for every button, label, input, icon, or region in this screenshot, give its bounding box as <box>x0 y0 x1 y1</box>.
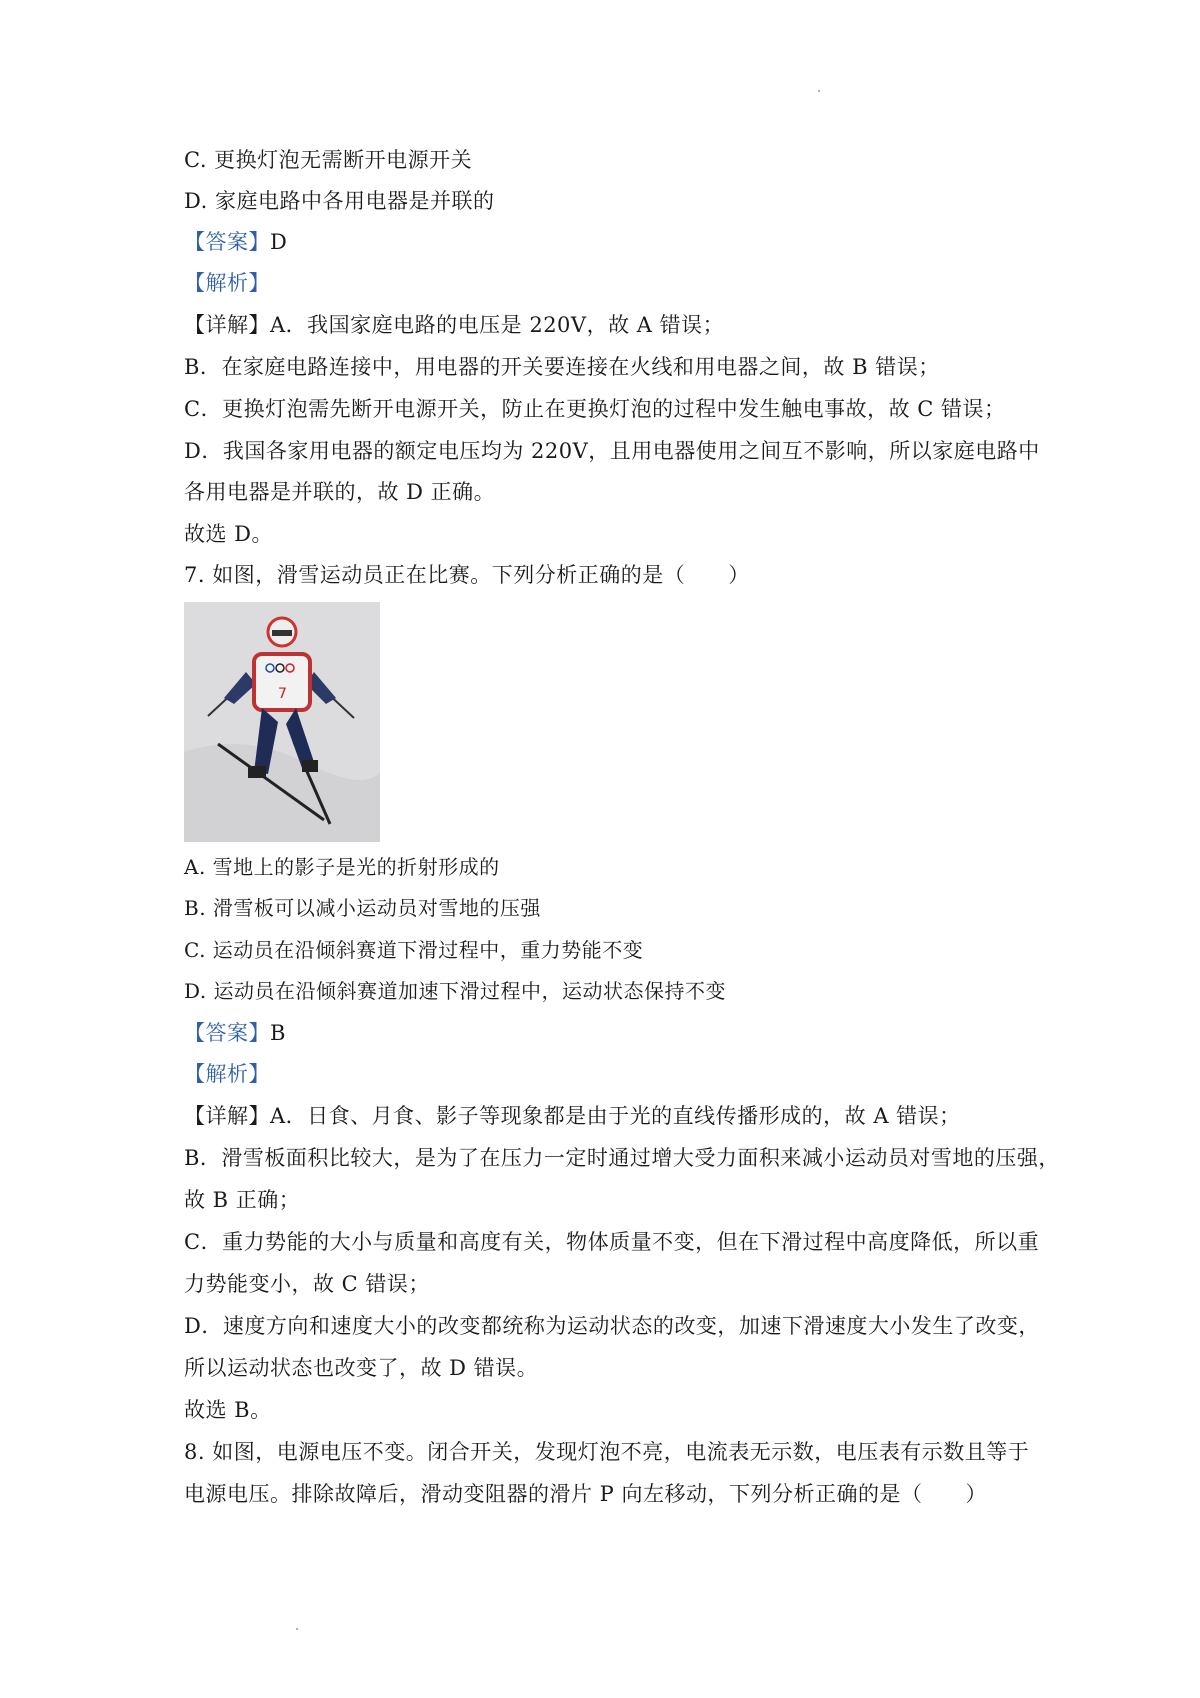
skier-illustration <box>184 602 380 842</box>
text-line <box>184 353 940 381</box>
line-text: D．我国各家用电器的额定电压均为 220V，且用电器使用之间互不影响，所以家庭电路中 <box>184 439 1040 463</box>
text-line <box>184 1438 1029 1466</box>
line-text: 7. 如图，滑雪运动员正在比赛。下列分析正确的是（ ） <box>184 563 750 587</box>
text-line <box>184 187 494 215</box>
text-line <box>184 977 726 1005</box>
section-heading <box>184 1019 286 1047</box>
bib-number: 7 <box>278 686 287 702</box>
line-text: D. 家庭电路中各用电器是并联的 <box>184 189 495 213</box>
text-line <box>184 395 1005 423</box>
text-line <box>184 894 541 922</box>
line-text: B <box>270 1021 286 1045</box>
line-text: B. 滑雪板可以减小运动员对雪地的压强 <box>184 896 541 920</box>
text-line <box>184 936 643 964</box>
line-text: 电源电压。排除故障后，滑动变阻器的滑片 P 向左移动，下列分析正确的是（ ） <box>184 1482 987 1506</box>
line-text: 各用电器是并联的，故 D 正确。 <box>184 480 496 504</box>
line-text: D <box>270 230 288 254</box>
text-line <box>184 1480 987 1508</box>
line-text: B．在家庭电路连接中，用电器的开关要连接在火线和用电器之间，故 B 错误； <box>184 355 940 379</box>
line-text: 故选 B。 <box>184 1398 272 1422</box>
text-line <box>184 1270 430 1298</box>
line-text: A. 雪地上的影子是光的折射形成的 <box>184 855 500 879</box>
line-text: 8. 如图，电源电压不变。闭合开关，发现灯泡不亮，电流表无示数，电压表有示数且等于 <box>184 1440 1030 1464</box>
line-text: D. 运动员在沿倾斜赛道加速下滑过程中，运动状态保持不变 <box>184 979 727 1003</box>
text-line <box>184 1228 1039 1256</box>
text-line <box>184 853 500 881</box>
scan-dot <box>296 1628 298 1630</box>
line-text: 【详解】A．日食、月食、影子等现象都是由于光的直线传播形成的，故 A 错误； <box>184 1104 961 1128</box>
skier-photo <box>184 602 380 842</box>
bracket-tag: 【解析】 <box>184 271 270 295</box>
text-line <box>184 478 495 506</box>
text-line <box>184 520 273 548</box>
section-heading <box>184 1060 270 1088</box>
text-line <box>184 561 750 589</box>
line-text: C．重力势能的大小与质量和高度有关，物体质量不变，但在下滑过程中高度降低，所以重 <box>184 1230 1040 1254</box>
text-line <box>184 437 1040 465</box>
text-line <box>184 1312 1040 1340</box>
line-text: B．滑雪板面积比较大，是为了在压力一定时通过增大受力面积来减小运动员对雪地的压强， <box>184 1146 1060 1170</box>
line-text: D．速度方向和速度大小的改变都统称为运动状态的改变，加速下滑速度大小发生了改变， <box>184 1314 1040 1338</box>
line-text: 所以运动状态也改变了，故 D 错误。 <box>184 1356 539 1380</box>
text-line <box>184 146 472 174</box>
section-heading <box>184 228 287 256</box>
line-text: 力势能变小，故 C 错误； <box>184 1272 430 1296</box>
text-line <box>184 311 724 339</box>
text-line <box>184 1396 272 1424</box>
line-text: 故选 D。 <box>184 522 274 546</box>
scan-dot <box>818 90 820 92</box>
bracket-tag: 【解析】 <box>184 1062 270 1086</box>
section-heading <box>184 269 270 297</box>
text-line <box>184 1354 538 1382</box>
line-text: C. 更换灯泡无需断开电源开关 <box>184 148 473 172</box>
line-text: 【详解】A．我国家庭电路的电压是 220V，故 A 错误； <box>184 313 725 337</box>
text-line <box>184 1144 1060 1172</box>
line-text: C．更换灯泡需先断开电源开关，防止在更换灯泡的过程中发生触电事故，故 C 错误； <box>184 397 1006 421</box>
text-line <box>184 1186 300 1214</box>
line-text: 故 B 正确； <box>184 1188 301 1212</box>
line-text: C. 运动员在沿倾斜赛道下滑过程中，重力势能不变 <box>184 938 644 962</box>
bracket-tag: 【答案】 <box>184 230 270 254</box>
text-line <box>184 1102 961 1130</box>
bracket-tag: 【答案】 <box>184 1021 270 1045</box>
